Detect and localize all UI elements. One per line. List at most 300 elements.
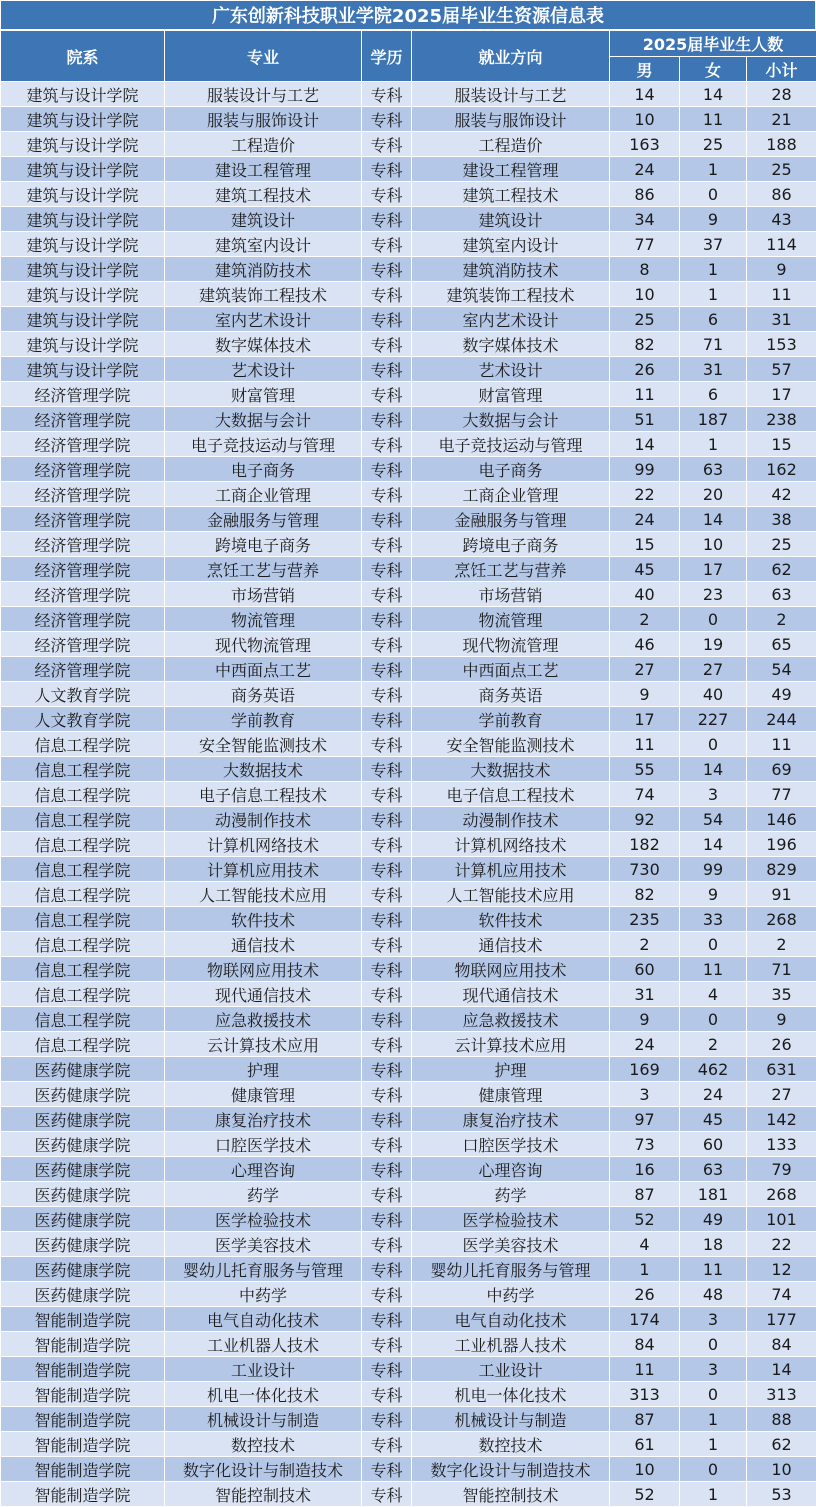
male-count-cell: 14 (610, 432, 680, 457)
college-cell: 信息工程学院 (1, 732, 165, 757)
table-row (1, 1407, 816, 1432)
table-row (1, 832, 816, 857)
subtotal-cell: 21 (747, 107, 816, 132)
table-row (1, 257, 816, 282)
direction-cell: 软件技术 (412, 907, 610, 932)
direction-cell: 大数据技术 (412, 757, 610, 782)
college-cell: 经济管理学院 (1, 607, 165, 632)
female-count-cell: 99 (680, 857, 747, 882)
degree-cell: 专科 (362, 632, 412, 657)
degree-cell: 专科 (362, 307, 412, 332)
subtotal-cell: 9 (747, 1007, 816, 1032)
degree-cell: 专科 (362, 1207, 412, 1232)
direction-cell: 应急救援技术 (412, 1007, 610, 1032)
direction-cell: 电气自动化技术 (412, 1307, 610, 1332)
table-row (1, 1382, 816, 1407)
table-row (1, 1482, 816, 1507)
subtotal-cell: 42 (747, 482, 816, 507)
major-cell: 建筑装饰工程技术 (165, 282, 362, 307)
male-count-cell: 3 (610, 1082, 680, 1107)
female-count-cell: 45 (680, 1107, 747, 1132)
degree-cell: 专科 (362, 457, 412, 482)
degree-cell: 专科 (362, 1257, 412, 1282)
subtotal-cell: 11 (747, 732, 816, 757)
major-cell: 应急救援技术 (165, 1007, 362, 1032)
table-row (1, 307, 816, 332)
male-count-cell: 52 (610, 1207, 680, 1232)
major-cell: 建筑设计 (165, 207, 362, 232)
major-cell: 动漫制作技术 (165, 807, 362, 832)
table-row (1, 1332, 816, 1357)
subtotal-cell: 35 (747, 982, 816, 1007)
male-count-cell: 55 (610, 757, 680, 782)
college-cell: 信息工程学院 (1, 757, 165, 782)
college-cell: 信息工程学院 (1, 957, 165, 982)
male-count-cell: 8 (610, 257, 680, 282)
subtotal-cell: 25 (747, 157, 816, 182)
female-count-cell: 227 (680, 707, 747, 732)
table-row (1, 757, 816, 782)
major-cell: 市场营销 (165, 582, 362, 607)
direction-cell: 健康管理 (412, 1082, 610, 1107)
degree-cell: 专科 (362, 582, 412, 607)
major-cell: 电气自动化技术 (165, 1307, 362, 1332)
male-count-cell: 15 (610, 532, 680, 557)
female-count-cell: 1 (680, 282, 747, 307)
major-cell: 口腔医学技术 (165, 1132, 362, 1157)
male-count-cell: 84 (610, 1332, 680, 1357)
direction-cell: 服装与服饰设计 (412, 107, 610, 132)
female-count-cell: 0 (680, 932, 747, 957)
degree-cell: 专科 (362, 832, 412, 857)
subtotal-cell: 28 (747, 82, 816, 107)
degree-cell: 专科 (362, 932, 412, 957)
degree-cell: 专科 (362, 157, 412, 182)
male-count-cell: 40 (610, 582, 680, 607)
female-count-cell: 0 (680, 1382, 747, 1407)
male-count-cell: 24 (610, 1032, 680, 1057)
college-cell: 信息工程学院 (1, 882, 165, 907)
degree-cell: 专科 (362, 1132, 412, 1157)
male-count-cell: 73 (610, 1132, 680, 1157)
direction-cell: 计算机网络技术 (412, 832, 610, 857)
direction-cell: 数字媒体技术 (412, 332, 610, 357)
college-cell: 智能制造学院 (1, 1357, 165, 1382)
table-row (1, 232, 816, 257)
degree-cell: 专科 (362, 332, 412, 357)
male-count-cell: 10 (610, 107, 680, 132)
degree-cell: 专科 (362, 1057, 412, 1082)
table-body (1, 82, 816, 1507)
table-row (1, 407, 816, 432)
college-cell: 建筑与设计学院 (1, 182, 165, 207)
degree-cell: 专科 (362, 507, 412, 532)
table-row (1, 1007, 816, 1032)
college-cell: 建筑与设计学院 (1, 332, 165, 357)
table-row (1, 532, 816, 557)
female-count-cell: 0 (680, 1332, 747, 1357)
female-count-cell: 1 (680, 1407, 747, 1432)
table-row (1, 957, 816, 982)
header-female: 女 (680, 57, 747, 82)
degree-cell: 专科 (362, 682, 412, 707)
female-count-cell: 2 (680, 1032, 747, 1057)
major-cell: 工业设计 (165, 1357, 362, 1382)
direction-cell: 大数据与会计 (412, 407, 610, 432)
subtotal-cell: 53 (747, 1482, 816, 1507)
female-count-cell: 25 (680, 132, 747, 157)
male-count-cell: 9 (610, 682, 680, 707)
subtotal-cell: 162 (747, 457, 816, 482)
major-cell: 人工智能技术应用 (165, 882, 362, 907)
table-row (1, 207, 816, 232)
female-count-cell: 1 (680, 1432, 747, 1457)
direction-cell: 商务英语 (412, 682, 610, 707)
direction-cell: 建筑设计 (412, 207, 610, 232)
male-count-cell: 52 (610, 1482, 680, 1507)
male-count-cell: 169 (610, 1057, 680, 1082)
college-cell: 经济管理学院 (1, 457, 165, 482)
female-count-cell: 0 (680, 607, 747, 632)
degree-cell: 专科 (362, 432, 412, 457)
table-row (1, 982, 816, 1007)
female-count-cell: 60 (680, 1132, 747, 1157)
male-count-cell: 60 (610, 957, 680, 982)
subtotal-cell: 79 (747, 1157, 816, 1182)
college-cell: 智能制造学院 (1, 1382, 165, 1407)
direction-cell: 数字化设计与制造技术 (412, 1457, 610, 1482)
degree-cell: 专科 (362, 607, 412, 632)
female-count-cell: 18 (680, 1232, 747, 1257)
header-direction: 就业方向 (412, 31, 610, 82)
male-count-cell: 24 (610, 157, 680, 182)
major-cell: 建设工程管理 (165, 157, 362, 182)
direction-cell: 建筑消防技术 (412, 257, 610, 282)
female-count-cell: 462 (680, 1057, 747, 1082)
degree-cell: 专科 (362, 1182, 412, 1207)
table-row (1, 482, 816, 507)
subtotal-cell: 2 (747, 932, 816, 957)
college-cell: 人文教育学院 (1, 707, 165, 732)
female-count-cell: 24 (680, 1082, 747, 1107)
direction-cell: 电子信息工程技术 (412, 782, 610, 807)
female-count-cell: 31 (680, 357, 747, 382)
major-cell: 现代通信技术 (165, 982, 362, 1007)
table-row (1, 882, 816, 907)
subtotal-cell: 38 (747, 507, 816, 532)
college-cell: 人文教育学院 (1, 682, 165, 707)
degree-cell: 专科 (362, 1107, 412, 1132)
subtotal-cell: 196 (747, 832, 816, 857)
female-count-cell: 40 (680, 682, 747, 707)
graduate-table (0, 30, 816, 1507)
degree-cell: 专科 (362, 1432, 412, 1457)
direction-cell: 医学美容技术 (412, 1232, 610, 1257)
direction-cell: 金融服务与管理 (412, 507, 610, 532)
direction-cell: 物联网应用技术 (412, 957, 610, 982)
direction-cell: 人工智能技术应用 (412, 882, 610, 907)
degree-cell: 专科 (362, 1032, 412, 1057)
header-count-group: 2025届毕业生人数 (610, 31, 816, 57)
degree-cell: 专科 (362, 382, 412, 407)
college-cell: 经济管理学院 (1, 632, 165, 657)
subtotal-cell: 829 (747, 857, 816, 882)
college-cell: 医药健康学院 (1, 1082, 165, 1107)
degree-cell: 专科 (362, 1357, 412, 1382)
major-cell: 数字媒体技术 (165, 332, 362, 357)
subtotal-cell: 244 (747, 707, 816, 732)
major-cell: 建筑室内设计 (165, 232, 362, 257)
subtotal-cell: 49 (747, 682, 816, 707)
male-count-cell: 11 (610, 1357, 680, 1382)
male-count-cell: 26 (610, 1282, 680, 1307)
female-count-cell: 1 (680, 257, 747, 282)
direction-cell: 物流管理 (412, 607, 610, 632)
header-major: 专业 (165, 31, 362, 82)
major-cell: 工程造价 (165, 132, 362, 157)
male-count-cell: 22 (610, 482, 680, 507)
direction-cell: 市场营销 (412, 582, 610, 607)
subtotal-cell: 177 (747, 1307, 816, 1332)
table-row (1, 382, 816, 407)
table-row (1, 1107, 816, 1132)
direction-cell: 动漫制作技术 (412, 807, 610, 832)
male-count-cell: 163 (610, 132, 680, 157)
college-cell: 建筑与设计学院 (1, 107, 165, 132)
table-row (1, 932, 816, 957)
subtotal-cell: 62 (747, 1432, 816, 1457)
male-count-cell: 87 (610, 1407, 680, 1432)
table-row (1, 632, 816, 657)
major-cell: 医学美容技术 (165, 1232, 362, 1257)
college-cell: 医药健康学院 (1, 1257, 165, 1282)
major-cell: 机械设计与制造 (165, 1407, 362, 1432)
subtotal-cell: 62 (747, 557, 816, 582)
male-count-cell: 11 (610, 732, 680, 757)
female-count-cell: 9 (680, 207, 747, 232)
subtotal-cell: 2 (747, 607, 816, 632)
degree-cell: 专科 (362, 907, 412, 932)
subtotal-cell: 77 (747, 782, 816, 807)
degree-cell: 专科 (362, 1307, 412, 1332)
table-row (1, 1257, 816, 1282)
subtotal-cell: 17 (747, 382, 816, 407)
direction-cell: 电子商务 (412, 457, 610, 482)
male-count-cell: 46 (610, 632, 680, 657)
subtotal-cell: 101 (747, 1207, 816, 1232)
direction-cell: 现代通信技术 (412, 982, 610, 1007)
direction-cell: 康复治疗技术 (412, 1107, 610, 1132)
degree-cell: 专科 (362, 132, 412, 157)
table-row (1, 1057, 816, 1082)
table-row (1, 1457, 816, 1482)
male-count-cell: 24 (610, 507, 680, 532)
major-cell: 物联网应用技术 (165, 957, 362, 982)
major-cell: 室内艺术设计 (165, 307, 362, 332)
direction-cell: 工商企业管理 (412, 482, 610, 507)
male-count-cell: 61 (610, 1432, 680, 1457)
direction-cell: 工业设计 (412, 1357, 610, 1382)
college-cell: 信息工程学院 (1, 857, 165, 882)
degree-cell: 专科 (362, 757, 412, 782)
table-row (1, 582, 816, 607)
direction-cell: 现代物流管理 (412, 632, 610, 657)
major-cell: 服装与服饰设计 (165, 107, 362, 132)
direction-cell: 云计算技术应用 (412, 1032, 610, 1057)
major-cell: 学前教育 (165, 707, 362, 732)
subtotal-cell: 31 (747, 307, 816, 332)
table-row (1, 807, 816, 832)
direction-cell: 婴幼儿托育服务与管理 (412, 1257, 610, 1282)
college-cell: 建筑与设计学院 (1, 82, 165, 107)
major-cell: 财富管理 (165, 382, 362, 407)
college-cell: 智能制造学院 (1, 1307, 165, 1332)
subtotal-cell: 10 (747, 1457, 816, 1482)
degree-cell: 专科 (362, 1232, 412, 1257)
major-cell: 医学检验技术 (165, 1207, 362, 1232)
major-cell: 计算机网络技术 (165, 832, 362, 857)
table-row (1, 332, 816, 357)
degree-cell: 专科 (362, 557, 412, 582)
male-count-cell: 99 (610, 457, 680, 482)
college-cell: 经济管理学院 (1, 432, 165, 457)
major-cell: 婴幼儿托育服务与管理 (165, 1257, 362, 1282)
degree-cell: 专科 (362, 707, 412, 732)
male-count-cell: 9 (610, 1007, 680, 1032)
female-count-cell: 6 (680, 307, 747, 332)
female-count-cell: 187 (680, 407, 747, 432)
female-count-cell: 1 (680, 1482, 747, 1507)
subtotal-cell: 71 (747, 957, 816, 982)
male-count-cell: 31 (610, 982, 680, 1007)
subtotal-cell: 26 (747, 1032, 816, 1057)
male-count-cell: 17 (610, 707, 680, 732)
female-count-cell: 20 (680, 482, 747, 507)
table-row (1, 432, 816, 457)
male-count-cell: 1 (610, 1257, 680, 1282)
degree-cell: 专科 (362, 807, 412, 832)
college-cell: 智能制造学院 (1, 1432, 165, 1457)
college-cell: 医药健康学院 (1, 1057, 165, 1082)
female-count-cell: 19 (680, 632, 747, 657)
male-count-cell: 174 (610, 1307, 680, 1332)
male-count-cell: 45 (610, 557, 680, 582)
female-count-cell: 0 (680, 1007, 747, 1032)
college-cell: 信息工程学院 (1, 832, 165, 857)
subtotal-cell: 25 (747, 532, 816, 557)
degree-cell: 专科 (362, 1457, 412, 1482)
college-cell: 医药健康学院 (1, 1232, 165, 1257)
college-cell: 智能制造学院 (1, 1482, 165, 1507)
college-cell: 建筑与设计学院 (1, 157, 165, 182)
major-cell: 机电一体化技术 (165, 1382, 362, 1407)
direction-cell: 通信技术 (412, 932, 610, 957)
header-subtotal: 小计 (747, 57, 816, 82)
female-count-cell: 14 (680, 82, 747, 107)
major-cell: 中药学 (165, 1282, 362, 1307)
table-row (1, 857, 816, 882)
major-cell: 安全智能监测技术 (165, 732, 362, 757)
table-row (1, 557, 816, 582)
subtotal-cell: 65 (747, 632, 816, 657)
degree-cell: 专科 (362, 857, 412, 882)
subtotal-cell: 114 (747, 232, 816, 257)
direction-cell: 机械设计与制造 (412, 1407, 610, 1432)
direction-cell: 机电一体化技术 (412, 1382, 610, 1407)
subtotal-cell: 188 (747, 132, 816, 157)
subtotal-cell: 43 (747, 207, 816, 232)
direction-cell: 计算机应用技术 (412, 857, 610, 882)
major-cell: 健康管理 (165, 1082, 362, 1107)
degree-cell: 专科 (362, 782, 412, 807)
college-cell: 信息工程学院 (1, 932, 165, 957)
subtotal-cell: 74 (747, 1282, 816, 1307)
college-cell: 建筑与设计学院 (1, 357, 165, 382)
major-cell: 电子信息工程技术 (165, 782, 362, 807)
degree-cell: 专科 (362, 107, 412, 132)
female-count-cell: 11 (680, 957, 747, 982)
subtotal-cell: 88 (747, 1407, 816, 1432)
college-cell: 经济管理学院 (1, 557, 165, 582)
major-cell: 工商企业管理 (165, 482, 362, 507)
subtotal-cell: 84 (747, 1332, 816, 1357)
direction-cell: 中西面点工艺 (412, 657, 610, 682)
direction-cell: 艺术设计 (412, 357, 610, 382)
major-cell: 中西面点工艺 (165, 657, 362, 682)
subtotal-cell: 313 (747, 1382, 816, 1407)
male-count-cell: 4 (610, 1232, 680, 1257)
female-count-cell: 3 (680, 782, 747, 807)
degree-cell: 专科 (362, 1082, 412, 1107)
table-row (1, 732, 816, 757)
male-count-cell: 10 (610, 282, 680, 307)
direction-cell: 建筑工程技术 (412, 182, 610, 207)
college-cell: 建筑与设计学院 (1, 257, 165, 282)
male-count-cell: 34 (610, 207, 680, 232)
table-row (1, 1432, 816, 1457)
college-cell: 信息工程学院 (1, 982, 165, 1007)
male-count-cell: 2 (610, 932, 680, 957)
subtotal-cell: 86 (747, 182, 816, 207)
major-cell: 心理咨询 (165, 1157, 362, 1182)
table-row (1, 507, 816, 532)
major-cell: 护理 (165, 1057, 362, 1082)
direction-cell: 工业机器人技术 (412, 1332, 610, 1357)
degree-cell: 专科 (362, 182, 412, 207)
male-count-cell: 82 (610, 882, 680, 907)
major-cell: 药学 (165, 1182, 362, 1207)
male-count-cell: 313 (610, 1382, 680, 1407)
major-cell: 物流管理 (165, 607, 362, 632)
direction-cell: 护理 (412, 1057, 610, 1082)
direction-cell: 中药学 (412, 1282, 610, 1307)
table-row (1, 907, 816, 932)
header-degree: 学历 (362, 31, 412, 82)
female-count-cell: 11 (680, 107, 747, 132)
male-count-cell: 2 (610, 607, 680, 632)
college-cell: 建筑与设计学院 (1, 307, 165, 332)
male-count-cell: 11 (610, 382, 680, 407)
subtotal-cell: 238 (747, 407, 816, 432)
female-count-cell: 23 (680, 582, 747, 607)
major-cell: 电子商务 (165, 457, 362, 482)
male-count-cell: 51 (610, 407, 680, 432)
major-cell: 康复治疗技术 (165, 1107, 362, 1132)
major-cell: 服装设计与工艺 (165, 82, 362, 107)
table-row (1, 82, 816, 107)
degree-cell: 专科 (362, 232, 412, 257)
degree-cell: 专科 (362, 1482, 412, 1507)
